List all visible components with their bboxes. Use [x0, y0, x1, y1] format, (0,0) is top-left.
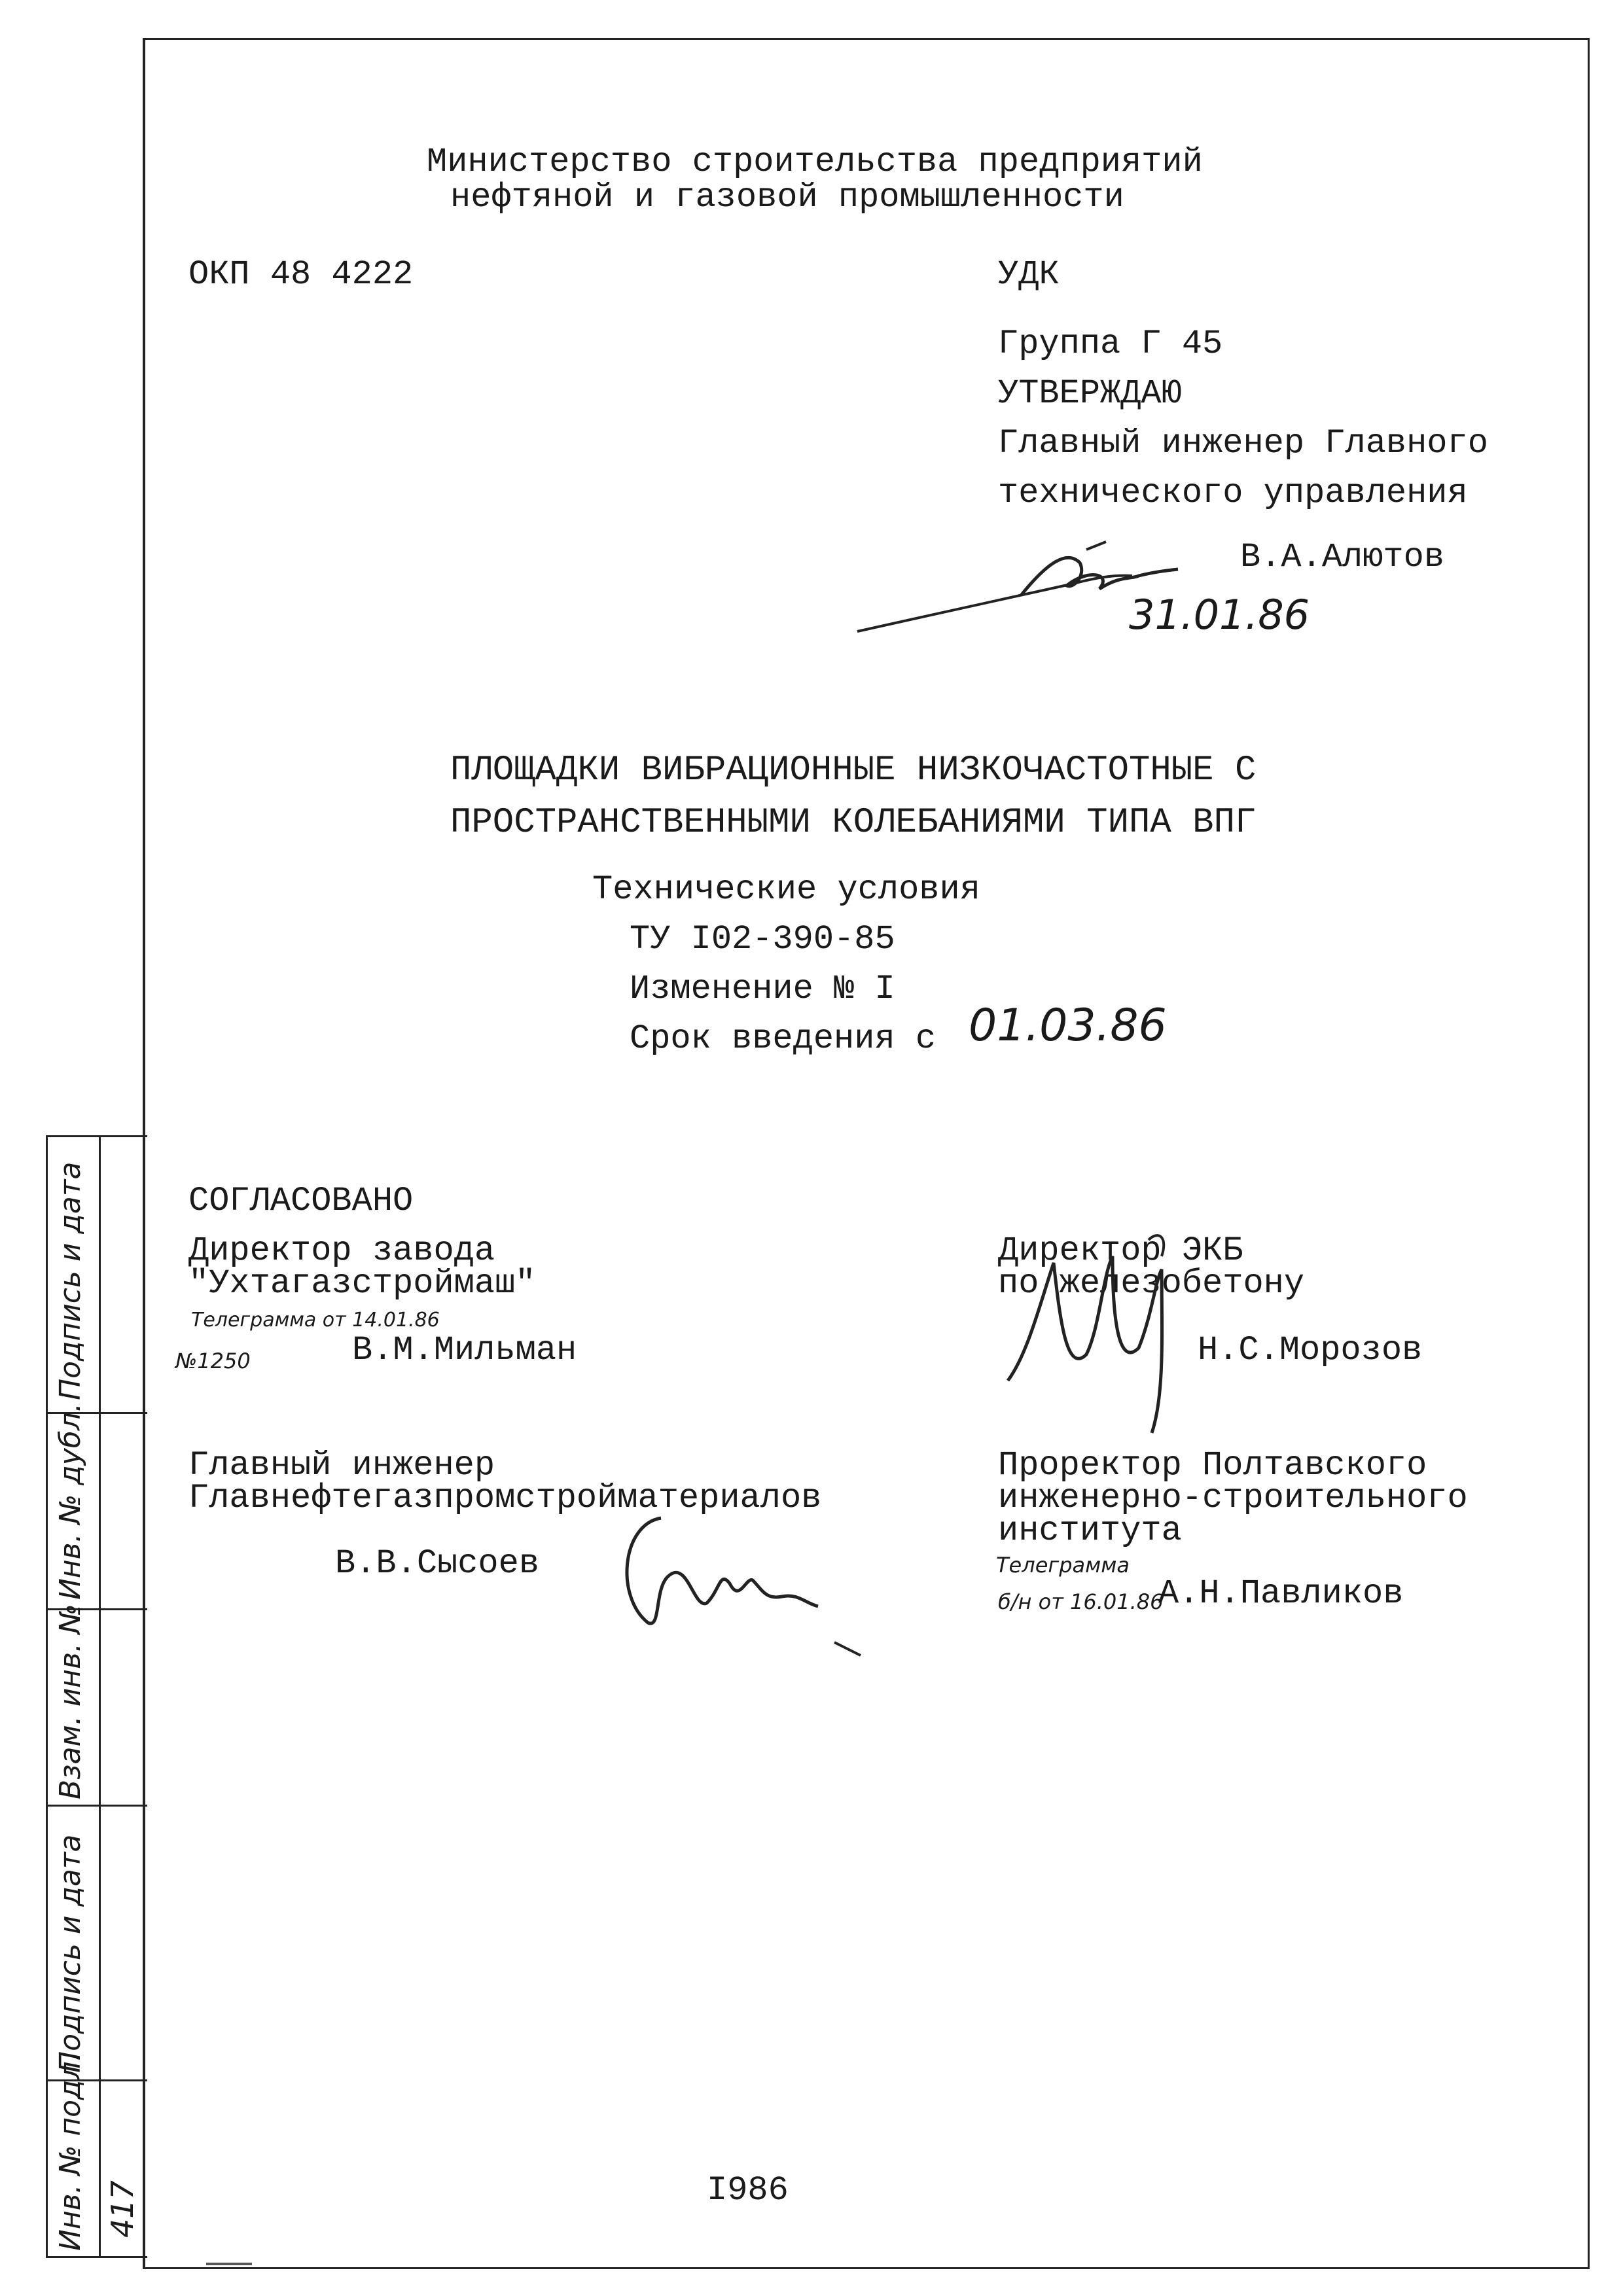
- doc-type: Технические условия: [592, 870, 980, 909]
- stamp-label-replacement-inv: Взам. инв. №: [54, 1604, 87, 1799]
- ministry-line2: нефтяной и газовой промышленности: [450, 178, 1124, 217]
- agreed-left1-position2: "Ухтагазстроймаш": [188, 1264, 536, 1303]
- approver-position-line1: Главный инженер Главного: [998, 424, 1488, 463]
- agreed-right2-note2: б/н от 16.01.86: [998, 1589, 1164, 1614]
- effective-label: Срок введения с: [630, 1019, 936, 1058]
- sysoev-signature: [609, 1498, 883, 1675]
- agreed-right2-note: Телеграмма: [996, 1553, 1130, 1578]
- title-line2: ПРОСТРАНСТВЕННЫМИ КОЛЕБАНИЯМИ ТИПА ВПГ: [450, 803, 1257, 843]
- agreed-right2-name: А.Н.Павликов: [1158, 1574, 1404, 1613]
- agreed-left2-name: В.В.Сысоев: [335, 1544, 540, 1583]
- agreed-right1-name: Н.С.Морозов: [1198, 1331, 1423, 1369]
- agreed-left2-position1: Главный инженер: [188, 1446, 495, 1485]
- agreed-right1-position2: по железобетону: [998, 1264, 1305, 1303]
- agreed-right1-position1: Директор ЭКБ: [998, 1231, 1243, 1270]
- doc-code: ТУ I02-390-85: [630, 920, 895, 959]
- okp-code: ОКП 48 4222: [188, 255, 414, 294]
- approve-label: УТВЕРЖДАЮ: [998, 374, 1182, 413]
- agreed-left1-name: В.М.Мильман: [352, 1331, 577, 1369]
- ministry-line1: Министерство строительства предприятий: [427, 143, 1203, 181]
- approver-name: В.А.Алютов: [1240, 538, 1445, 576]
- document-frame: [143, 38, 1590, 2269]
- group-label: Группа Г 45: [998, 325, 1223, 363]
- agreed-right2-position3: института: [998, 1511, 1182, 1550]
- approval-date-handwritten: 31.01.86: [1129, 591, 1310, 639]
- stamp-label-dup-inv: Инв. № дубл.: [54, 1402, 87, 1600]
- agreed-heading: СОГЛАСОВАНО: [188, 1182, 414, 1220]
- morozov-signature: [988, 1224, 1198, 1439]
- agreed-right2-position1: Проректор Полтавского: [998, 1446, 1427, 1485]
- agreed-left2-position2: Главнефтегазпромстройматериалов: [188, 1479, 822, 1517]
- scan-mark: [206, 2263, 252, 2265]
- stamp-label-original-inv: Инв. № подл.: [54, 2052, 87, 2251]
- agreed-left1-note: Телеграмма от 14.01.86: [191, 1309, 440, 1332]
- udk-label: УДК: [998, 255, 1060, 294]
- agreed-left1-number: №1250: [175, 1349, 251, 1373]
- stamp-label-signature-date: Подпись и дата: [54, 1161, 87, 1400]
- agreed-left1-position1: Директор завода: [188, 1231, 495, 1270]
- title-line1: ПЛОЩАДКИ ВИБРАЦИОННЫЕ НИЗКОЧАСТОТНЫЕ С: [450, 751, 1257, 790]
- footer-year: I986: [707, 2171, 789, 2210]
- stamp-label-signature-date-2: Подпись и дата: [54, 1834, 87, 2073]
- agreed-right2-position2: инженерно-строительного: [998, 1479, 1468, 1517]
- effective-date-handwritten: 01.03.86: [969, 1000, 1167, 1051]
- stamp-inventory-number: 417: [105, 2180, 140, 2238]
- doc-change: Изменение № I: [630, 970, 895, 1008]
- approver-position-line2: технического управления: [998, 474, 1468, 512]
